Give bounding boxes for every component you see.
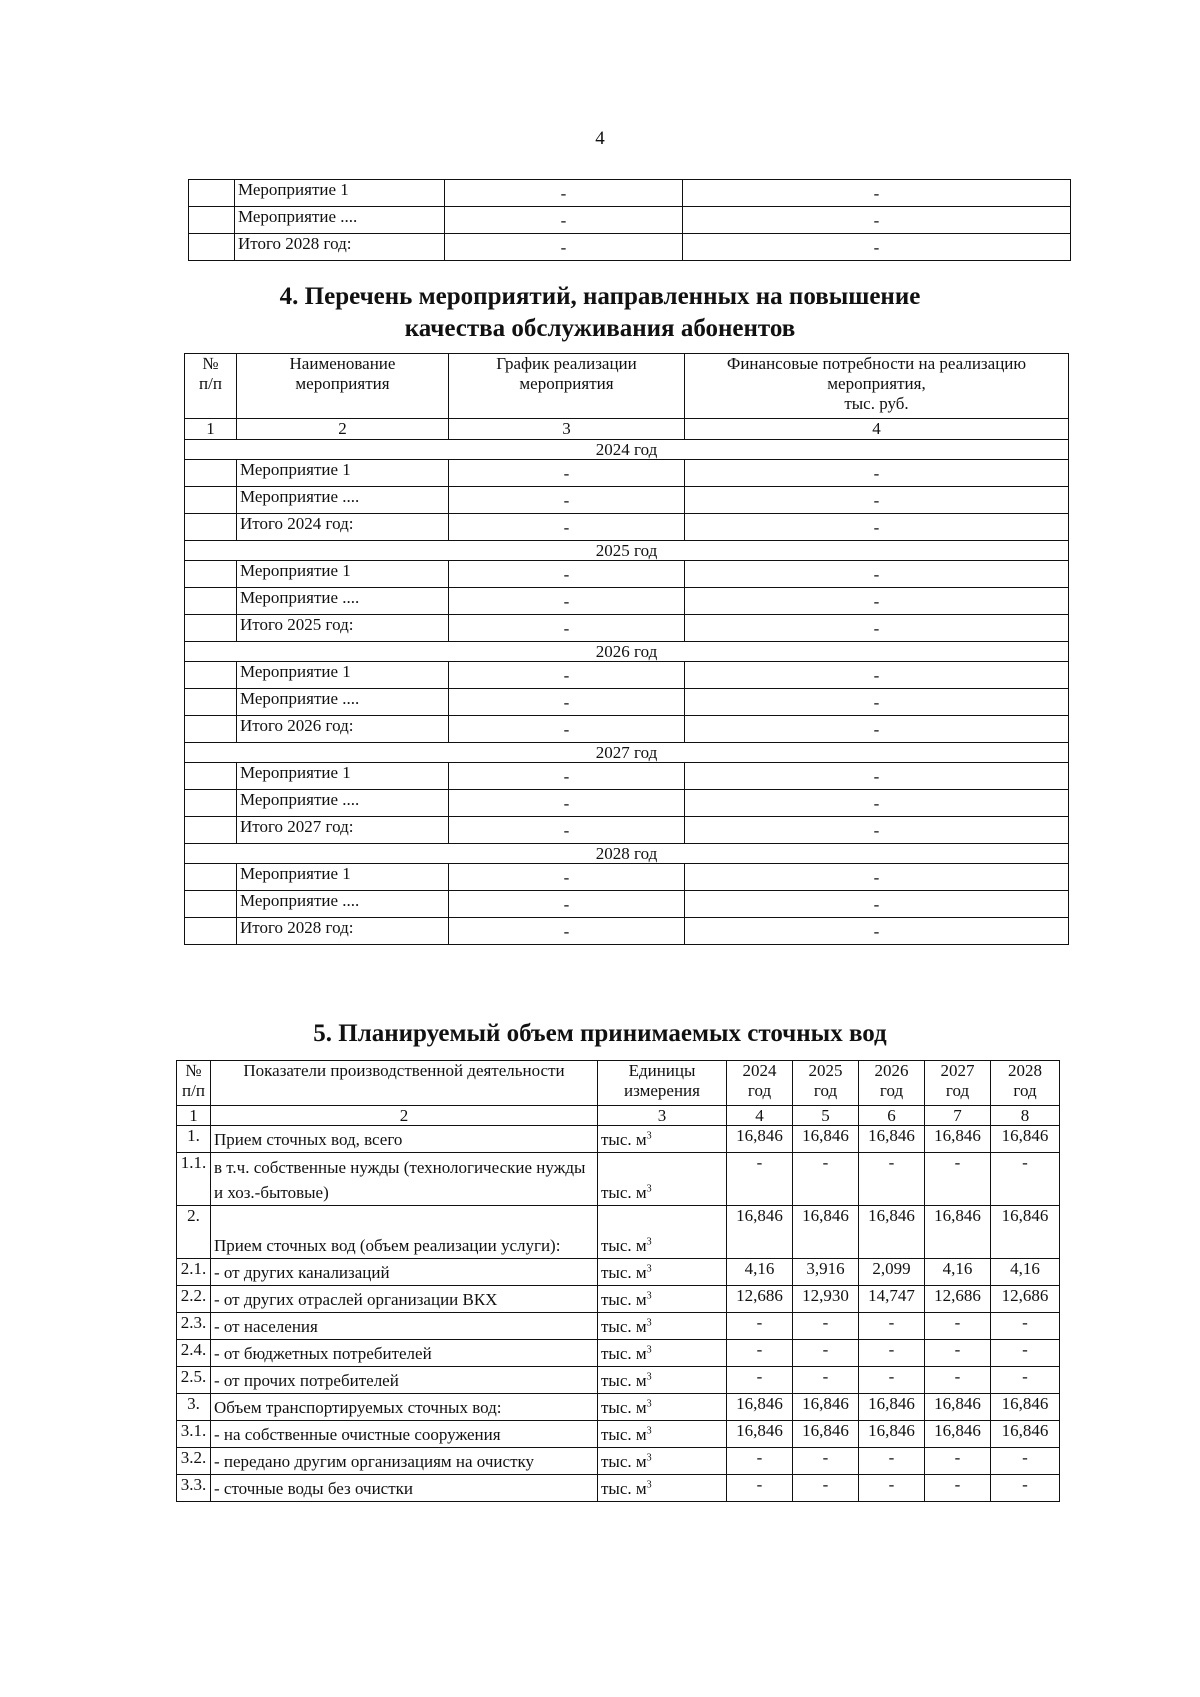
value-cell: 16,846 xyxy=(859,1421,925,1448)
header-indicator: Показатели производственной деятельности xyxy=(211,1061,598,1106)
unit-base: тыс. м xyxy=(601,1371,647,1390)
year-label: 2028 год xyxy=(185,844,1069,864)
year-label: 2027 год xyxy=(185,743,1069,763)
indicator-name: - от других отраслей организации ВКХ xyxy=(211,1286,598,1313)
table-row xyxy=(185,763,1069,790)
table-row xyxy=(177,1286,1060,1313)
header-year: 2028 год xyxy=(991,1061,1060,1106)
value-cell: 16,846 xyxy=(793,1421,859,1448)
row-num xyxy=(189,180,235,207)
unit-base: тыс. м xyxy=(601,1317,647,1336)
unit-exponent: 3 xyxy=(646,1344,652,1356)
value-cell: - xyxy=(727,1153,793,1206)
value-cell: - xyxy=(859,1475,925,1502)
year-label: 2026 год xyxy=(185,642,1069,662)
unit-exponent: 3 xyxy=(646,1425,652,1437)
col-number: 1 xyxy=(177,1106,211,1126)
event-schedule: - xyxy=(449,790,685,817)
value-cell: 16,846 xyxy=(991,1394,1060,1421)
event-schedule: - xyxy=(449,615,685,642)
value-cell: 16,846 xyxy=(925,1394,991,1421)
event-schedule: - xyxy=(449,763,685,790)
event-finance: - xyxy=(685,763,1069,790)
value-cell: 3,916 xyxy=(793,1259,859,1286)
col-number: 3 xyxy=(449,419,685,440)
unit-base: тыс. м xyxy=(601,1183,647,1202)
row-num: 2.3. xyxy=(177,1313,211,1340)
table-row xyxy=(185,514,1069,541)
event-name: Мероприятие 1 xyxy=(237,460,449,487)
value-cell: - xyxy=(991,1448,1060,1475)
table-row xyxy=(177,1367,1060,1394)
table-row xyxy=(185,487,1069,514)
event-finance: - xyxy=(685,487,1069,514)
year-row xyxy=(185,642,1069,662)
value-cell: 16,846 xyxy=(991,1126,1060,1153)
event-finance: - xyxy=(685,615,1069,642)
value-cell: - xyxy=(727,1313,793,1340)
row-num xyxy=(185,918,237,945)
unit xyxy=(598,1206,727,1259)
unit xyxy=(598,1448,727,1475)
indicator-name: Объем транспортируемых сточных вод: xyxy=(211,1394,598,1421)
header-year: 2026 год xyxy=(859,1061,925,1106)
unit xyxy=(598,1394,727,1421)
unit-base: тыс. м xyxy=(601,1130,647,1149)
row-num: 2. xyxy=(177,1206,211,1259)
row-num: 1. xyxy=(177,1126,211,1153)
value-cell: 16,846 xyxy=(991,1421,1060,1448)
unit-exponent: 3 xyxy=(646,1371,652,1383)
event-finance: - xyxy=(685,864,1069,891)
value-cell: 16,846 xyxy=(727,1394,793,1421)
section4-title-line1: 4. Перечень мероприятий, направленных на повышение xyxy=(279,283,921,310)
value-cell: - xyxy=(991,1475,1060,1502)
row-num xyxy=(185,588,237,615)
row-num xyxy=(185,487,237,514)
row-num xyxy=(185,662,237,689)
event-name: Итого 2025 год: xyxy=(237,615,449,642)
event-name: Итого 2028 год: xyxy=(235,234,445,261)
event-finance: - xyxy=(685,918,1069,945)
value-cell: 16,846 xyxy=(793,1206,859,1259)
value-cell: 16,846 xyxy=(793,1394,859,1421)
indicator-name: - сточные воды без очистки xyxy=(211,1475,598,1502)
col-number: 4 xyxy=(727,1106,793,1126)
event-schedule: - xyxy=(449,460,685,487)
section4-title-line2: качества обслуживания абонентов xyxy=(404,315,796,342)
value-cell: 16,846 xyxy=(859,1126,925,1153)
row-num xyxy=(185,615,237,642)
value-cell: - xyxy=(925,1313,991,1340)
value-cell: - xyxy=(925,1475,991,1502)
header-num: № п/п xyxy=(177,1061,211,1106)
indicator-name: - от других канализаций xyxy=(211,1259,598,1286)
col-number: 2 xyxy=(237,419,449,440)
header-name: Наименование мероприятия xyxy=(237,354,449,419)
year-label: 2025 год xyxy=(185,541,1069,561)
indicator-name: - на собственные очистные сооружения xyxy=(211,1421,598,1448)
unit-exponent: 3 xyxy=(646,1183,652,1195)
value-cell: 4,16 xyxy=(991,1259,1060,1286)
table-row xyxy=(185,790,1069,817)
unit-exponent: 3 xyxy=(646,1263,652,1275)
value-cell: - xyxy=(925,1153,991,1206)
row-num xyxy=(185,763,237,790)
table-row xyxy=(177,1126,1060,1153)
event-name: Итого 2026 год: xyxy=(237,716,449,743)
table-row xyxy=(177,1153,1060,1206)
value-cell: - xyxy=(793,1475,859,1502)
value-cell: - xyxy=(727,1475,793,1502)
unit-base: тыс. м xyxy=(601,1236,647,1255)
value-cell: 12,686 xyxy=(925,1286,991,1313)
value-cell: 16,846 xyxy=(727,1421,793,1448)
indicator-name: в т.ч. собственные нужды (технологические нужды и хоз.-бытовые) xyxy=(211,1153,598,1206)
event-name: Мероприятие .... xyxy=(235,207,445,234)
unit-base: тыс. м xyxy=(601,1425,647,1444)
row-num xyxy=(185,790,237,817)
col-number: 2 xyxy=(211,1106,598,1126)
unit-exponent: 3 xyxy=(646,1236,652,1248)
table-row xyxy=(189,180,1071,207)
unit xyxy=(598,1475,727,1502)
table-row xyxy=(177,1421,1060,1448)
row-num: 3.3. xyxy=(177,1475,211,1502)
value-cell: - xyxy=(793,1313,859,1340)
row-num: 2.5. xyxy=(177,1367,211,1394)
table-row xyxy=(189,207,1071,234)
value-cell: 4,16 xyxy=(727,1259,793,1286)
wastewater-volume-table xyxy=(176,1060,1060,1502)
row-num xyxy=(189,234,235,261)
row-num xyxy=(185,864,237,891)
indicator-name: - от прочих потребителей xyxy=(211,1367,598,1394)
value-cell: - xyxy=(727,1448,793,1475)
event-finance: - xyxy=(683,207,1071,234)
table-row xyxy=(185,817,1069,844)
value-cell: 16,846 xyxy=(859,1394,925,1421)
row-num xyxy=(189,207,235,234)
unit-exponent: 3 xyxy=(646,1452,652,1464)
row-num: 2.1. xyxy=(177,1259,211,1286)
event-name: Мероприятие 1 xyxy=(237,561,449,588)
event-name: Мероприятие .... xyxy=(237,588,449,615)
value-cell: - xyxy=(727,1367,793,1394)
indicator-name: - от населения xyxy=(211,1313,598,1340)
value-cell: 12,930 xyxy=(793,1286,859,1313)
value-cell: 4,16 xyxy=(925,1259,991,1286)
unit xyxy=(598,1286,727,1313)
event-finance: - xyxy=(685,689,1069,716)
value-cell: - xyxy=(859,1340,925,1367)
header-finance: Финансовые потребности на реализацию мероприятия, тыс. руб. xyxy=(685,354,1069,419)
event-finance: - xyxy=(683,234,1071,261)
value-cell: 16,846 xyxy=(925,1206,991,1259)
table-row xyxy=(185,716,1069,743)
value-cell: 16,846 xyxy=(793,1126,859,1153)
value-cell: - xyxy=(991,1313,1060,1340)
event-schedule: - xyxy=(449,662,685,689)
value-cell: 12,686 xyxy=(991,1286,1060,1313)
row-num xyxy=(185,460,237,487)
row-num xyxy=(185,689,237,716)
value-cell: - xyxy=(859,1367,925,1394)
unit xyxy=(598,1421,727,1448)
unit-exponent: 3 xyxy=(646,1130,652,1142)
event-schedule: - xyxy=(449,918,685,945)
value-cell: 2,099 xyxy=(859,1259,925,1286)
table-row xyxy=(177,1206,1060,1259)
row-num: 3.2. xyxy=(177,1448,211,1475)
value-cell: 16,846 xyxy=(727,1126,793,1153)
event-name: Итого 2028 год: xyxy=(237,918,449,945)
unit xyxy=(598,1259,727,1286)
value-cell: - xyxy=(991,1340,1060,1367)
unit-base: тыс. м xyxy=(601,1290,647,1309)
event-name: Итого 2027 год: xyxy=(237,817,449,844)
header-num: № п/п xyxy=(185,354,237,419)
indicator-name: Прием сточных вод (объем реализации услуги): xyxy=(211,1206,598,1259)
event-name: Мероприятие 1 xyxy=(237,662,449,689)
unit xyxy=(598,1153,727,1206)
unit-exponent: 3 xyxy=(646,1317,652,1329)
col-number: 1 xyxy=(185,419,237,440)
row-num xyxy=(185,561,237,588)
value-cell: - xyxy=(925,1340,991,1367)
event-name: Мероприятие .... xyxy=(237,487,449,514)
event-name: Итого 2024 год: xyxy=(237,514,449,541)
event-name: Мероприятие .... xyxy=(237,790,449,817)
year-row xyxy=(185,844,1069,864)
col-number: 5 xyxy=(793,1106,859,1126)
table-row xyxy=(185,689,1069,716)
event-schedule: - xyxy=(445,207,683,234)
unit xyxy=(598,1367,727,1394)
col-number: 8 xyxy=(991,1106,1060,1126)
page-number: 4 xyxy=(595,128,605,149)
event-schedule: - xyxy=(449,561,685,588)
indicator-name: - передано другим организациям на очистку xyxy=(211,1448,598,1475)
table-row xyxy=(185,918,1069,945)
year-row xyxy=(185,743,1069,763)
unit-base: тыс. м xyxy=(601,1452,647,1471)
event-finance: - xyxy=(685,716,1069,743)
value-cell: - xyxy=(991,1153,1060,1206)
value-cell: 16,846 xyxy=(925,1421,991,1448)
table-row xyxy=(185,662,1069,689)
unit-base: тыс. м xyxy=(601,1344,647,1363)
row-num xyxy=(185,716,237,743)
table-row xyxy=(177,1475,1060,1502)
event-name: Мероприятие 1 xyxy=(237,864,449,891)
row-num xyxy=(185,891,237,918)
table-row xyxy=(177,1340,1060,1367)
indicator-name: Прием сточных вод, всего xyxy=(211,1126,598,1153)
events-table xyxy=(184,353,1069,945)
event-schedule: - xyxy=(449,689,685,716)
event-finance: - xyxy=(685,790,1069,817)
event-finance: - xyxy=(685,662,1069,689)
value-cell: 16,846 xyxy=(925,1126,991,1153)
value-cell: 16,846 xyxy=(859,1206,925,1259)
unit-exponent: 3 xyxy=(646,1290,652,1302)
event-name: Мероприятие 1 xyxy=(237,763,449,790)
event-finance: - xyxy=(685,588,1069,615)
unit-exponent: 3 xyxy=(646,1398,652,1410)
value-cell: - xyxy=(793,1340,859,1367)
value-cell: - xyxy=(991,1367,1060,1394)
event-name: Мероприятие 1 xyxy=(235,180,445,207)
year-label: 2024 год xyxy=(185,440,1069,460)
table-row xyxy=(185,588,1069,615)
value-cell: 14,747 xyxy=(859,1286,925,1313)
col-number: 6 xyxy=(859,1106,925,1126)
event-finance: - xyxy=(685,514,1069,541)
value-cell: 16,846 xyxy=(991,1206,1060,1259)
event-name: Мероприятие .... xyxy=(237,891,449,918)
event-schedule: - xyxy=(449,514,685,541)
event-schedule: - xyxy=(445,234,683,261)
header-year: 2027 год xyxy=(925,1061,991,1106)
event-schedule: - xyxy=(449,588,685,615)
event-schedule: - xyxy=(445,180,683,207)
unit-base: тыс. м xyxy=(601,1263,647,1282)
table-row xyxy=(177,1313,1060,1340)
event-finance: - xyxy=(685,891,1069,918)
event-finance: - xyxy=(683,180,1071,207)
unit-base: тыс. м xyxy=(601,1398,647,1417)
table-row xyxy=(185,460,1069,487)
header-year: 2025 год xyxy=(793,1061,859,1106)
table-row xyxy=(177,1448,1060,1475)
event-schedule: - xyxy=(449,716,685,743)
row-num: 3.1. xyxy=(177,1421,211,1448)
unit xyxy=(598,1313,727,1340)
table-row xyxy=(185,561,1069,588)
unit xyxy=(598,1340,727,1367)
event-name: Мероприятие .... xyxy=(237,689,449,716)
col-number: 3 xyxy=(598,1106,727,1126)
row-num xyxy=(185,817,237,844)
unit-exponent: 3 xyxy=(646,1479,652,1491)
row-num: 3. xyxy=(177,1394,211,1421)
value-cell: - xyxy=(793,1153,859,1206)
indicator-name: - от бюджетных потребителей xyxy=(211,1340,598,1367)
event-schedule: - xyxy=(449,817,685,844)
row-num: 1.1. xyxy=(177,1153,211,1206)
row-num xyxy=(185,514,237,541)
event-finance: - xyxy=(685,561,1069,588)
event-schedule: - xyxy=(449,487,685,514)
value-cell: - xyxy=(727,1340,793,1367)
value-cell: - xyxy=(859,1153,925,1206)
row-num: 2.4. xyxy=(177,1340,211,1367)
value-cell: - xyxy=(793,1448,859,1475)
table-row xyxy=(185,615,1069,642)
value-cell: 16,846 xyxy=(727,1206,793,1259)
value-cell: - xyxy=(793,1367,859,1394)
top-continuation-table xyxy=(188,179,1071,261)
table-row xyxy=(185,891,1069,918)
col-number: 4 xyxy=(685,419,1069,440)
value-cell: - xyxy=(859,1313,925,1340)
year-row xyxy=(185,440,1069,460)
value-cell: - xyxy=(859,1448,925,1475)
event-schedule: - xyxy=(449,891,685,918)
year-row xyxy=(185,541,1069,561)
row-num: 2.2. xyxy=(177,1286,211,1313)
event-finance: - xyxy=(685,460,1069,487)
table-row xyxy=(189,234,1071,261)
event-finance: - xyxy=(685,817,1069,844)
table-row xyxy=(177,1394,1060,1421)
col-number: 7 xyxy=(925,1106,991,1126)
value-cell: - xyxy=(925,1367,991,1394)
header-year: 2024 год xyxy=(727,1061,793,1106)
section5-title: 5. Планируемый объем принимаемых сточных вод xyxy=(313,1020,887,1047)
header-schedule: График реализации мероприятия xyxy=(449,354,685,419)
event-schedule: - xyxy=(449,864,685,891)
unit-base: тыс. м xyxy=(601,1479,647,1498)
unit xyxy=(598,1126,727,1153)
header-unit: Единицы измерения xyxy=(598,1061,727,1106)
table-row xyxy=(177,1259,1060,1286)
value-cell: 12,686 xyxy=(727,1286,793,1313)
value-cell: - xyxy=(925,1448,991,1475)
table-row xyxy=(185,864,1069,891)
